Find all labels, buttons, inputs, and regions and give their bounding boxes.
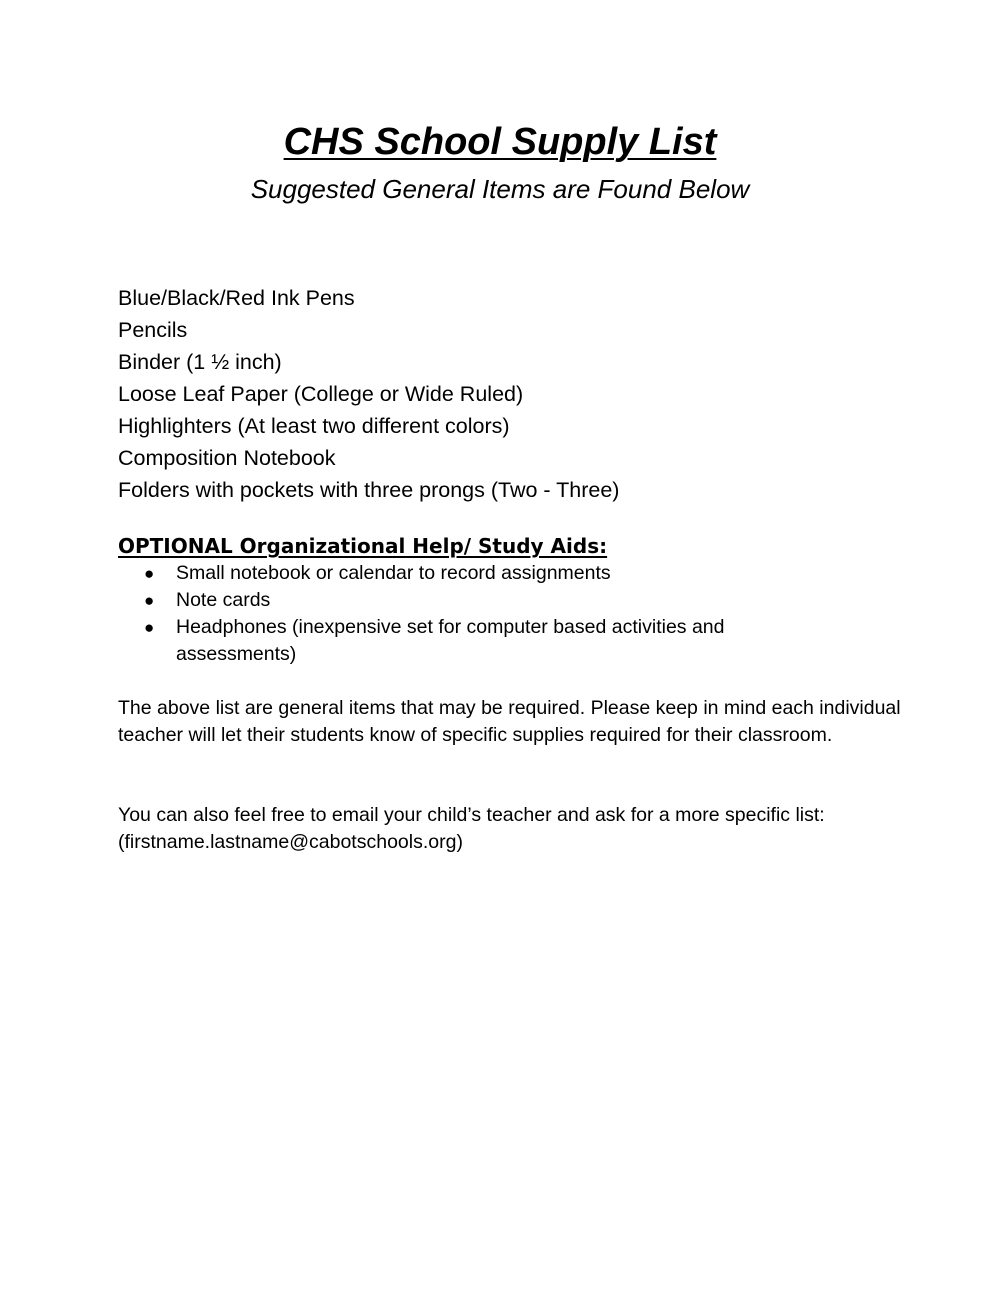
list-item: Composition Notebook [118, 446, 336, 470]
list-item: Highlighters (At least two different colors) [118, 414, 510, 438]
list-item-text: Headphones (inexpensive set for computer based activities and assessments) [176, 616, 725, 665]
list-item-text: Small notebook or calendar to record assignments [176, 562, 611, 584]
list-item: Loose Leaf Paper (College or Wide Ruled) [118, 382, 524, 406]
list-item: Folders with pockets with three prongs (Two - Three) [118, 478, 620, 502]
page-subtitle: Suggested General Items are Found Below [250, 174, 750, 204]
optional-supply-list [118, 560, 838, 668]
page-title: CHS School Supply List [283, 121, 717, 163]
list-item-text: Note cards [176, 589, 271, 611]
bullet-icon: ● [144, 564, 155, 583]
general-items-note: The above list are general items that may be required. Please keep in mind each individual teacher will let their students know of specific supplies required for their classroom. [118, 697, 901, 746]
bullet-icon: ● [144, 618, 155, 637]
optional-section-heading: OPTIONAL Organizational Help/ Study Aids: [118, 534, 608, 558]
list-item [118, 587, 838, 614]
list-item: Binder (1 ½ inch) [118, 350, 282, 374]
general-supply-list [118, 282, 619, 506]
list-item [118, 560, 838, 587]
email-teacher-note: You can also feel free to email your child’s teacher and ask for a more specific list: (firstname.lastname@cabotschools.org) [118, 804, 825, 853]
bullet-icon: ● [144, 591, 155, 610]
list-item: Pencils [118, 318, 188, 342]
list-item [118, 614, 838, 668]
list-item: Blue/Black/Red Ink Pens [118, 286, 355, 310]
